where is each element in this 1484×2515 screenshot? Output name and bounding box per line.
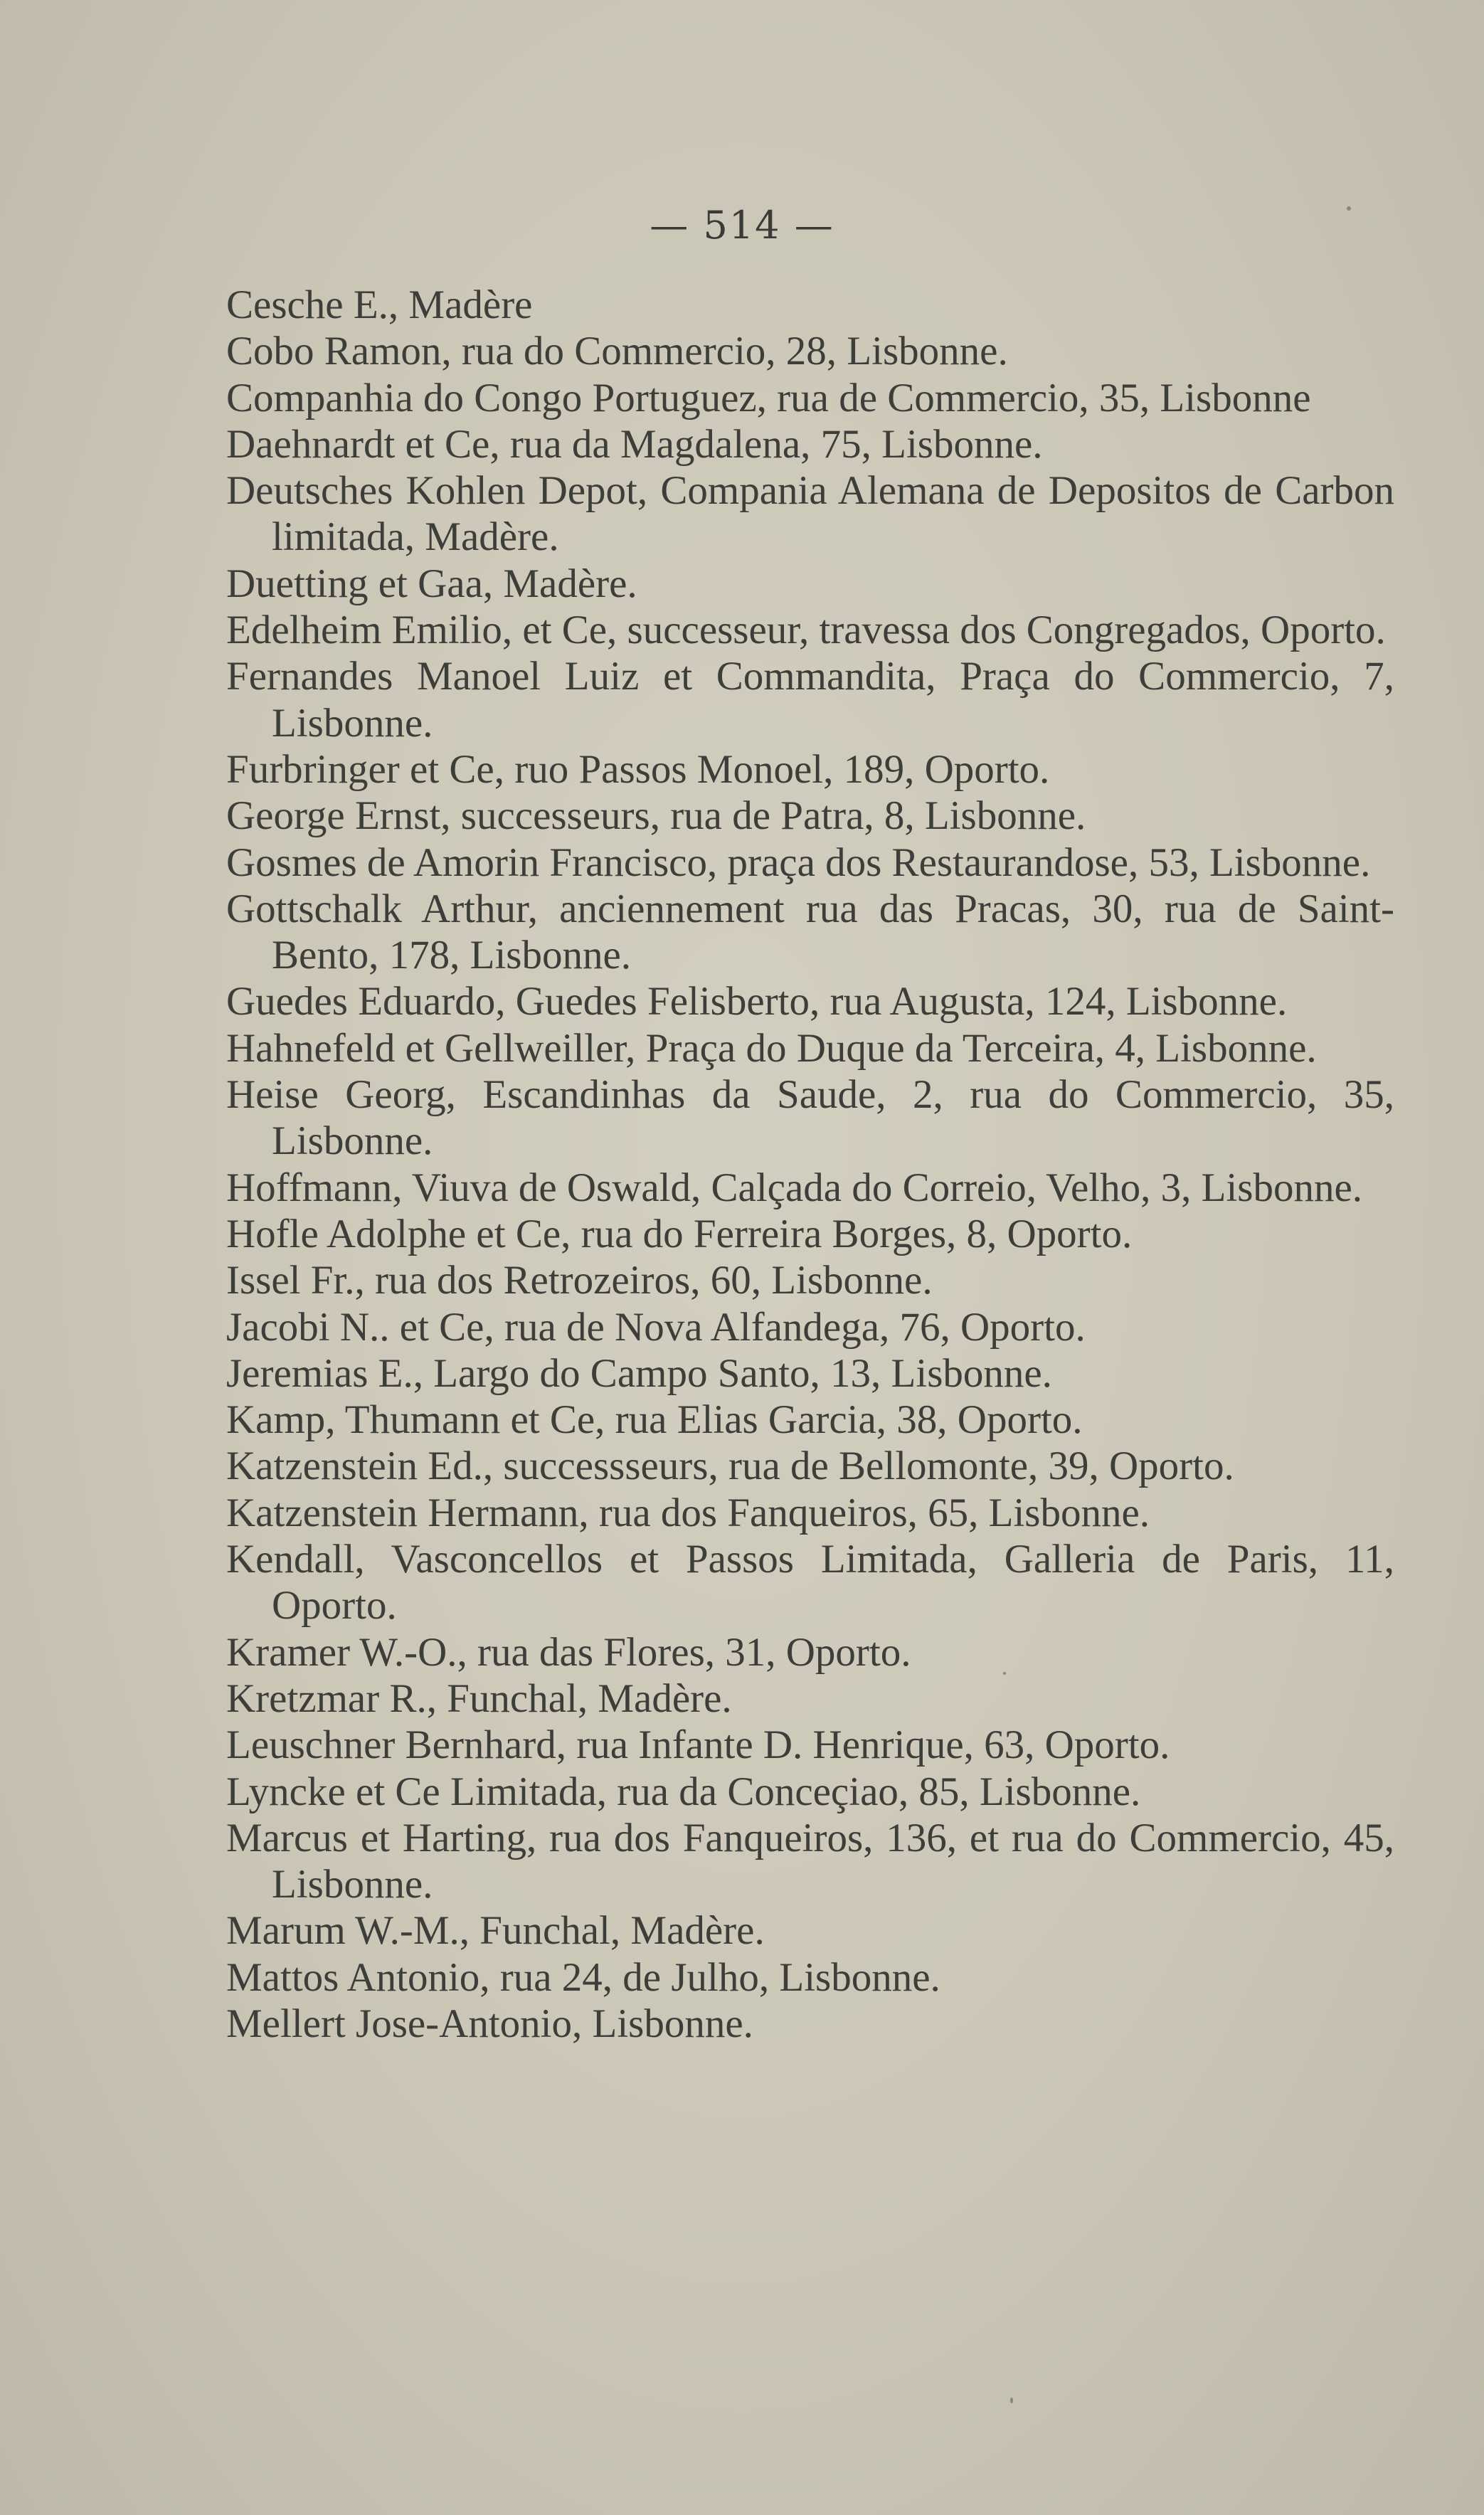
directory-entry: George Ernst, successeurs, rua de Patra, 8, Lisbonne. (226, 793, 1086, 839)
directory-entry: Duetting et Gaa, Madère. (226, 561, 637, 606)
directory-entry: Katzenstein Ed., successseurs, rua de Bellomonte, 39, Oporto. (226, 1444, 1234, 1489)
directory-entry: Gosmes de Amorin Francisco, praça dos Restaurandose, 53, Lisbonne. (226, 840, 1371, 885)
directory-entry: Marum W.-M., Funchal, Madère. (226, 1908, 765, 1954)
directory-entry: Issel Fr., rua dos Retrozeiros, 60, Lisbonne. (226, 1258, 933, 1303)
directory-entry: Cesche E., Madère (226, 282, 533, 327)
directory-entry: Edelheim Emilio, et Ce, successeur, travessa dos Congregados, Oporto. (226, 608, 1386, 653)
directory-entry: Furbringer et Ce, ruo Passos Monoel, 189, Oporto. (226, 746, 1050, 792)
directory-entry: Leuschner Bernhard, rua Infante D. Henrique, 63, Oporto. (226, 1722, 1170, 1768)
directory-entry: Guedes Eduardo, Guedes Felisberto, rua Augusta, 124, Lisbonne. (226, 979, 1288, 1024)
directory-entry: Kamp, Thumann et Ce, rua Elias Garcia, 38, Oporto. (226, 1397, 1083, 1443)
directory-entry: Hofle Adolphe et Ce, rua do Ferreira Borges, 8, Oporto. (226, 1211, 1133, 1256)
directory-entry: Hahnefeld et Gellweiller, Praça do Duque da Terceira, 4, Lisbonne. (226, 1025, 1317, 1071)
directory-entry: Kramer W.-O., rua das Flores, 31, Oporto. (226, 1629, 911, 1675)
directory-entry: Gottschalk Arthur, anciennement rua das Pracas, 30, rua de Saint-Bento, 178, Lisbonne. (226, 886, 1394, 978)
directory-entry: Hoffmann, Viuva de Oswald, Calçada do Correio, Velho, 3, Lisbonne. (226, 1165, 1363, 1210)
directory-entry: Jeremias E., Largo do Campo Santo, 13, Lisbonne. (226, 1350, 1052, 1396)
directory-entry: Kretzmar R., Funchal, Madère. (226, 1675, 732, 1721)
directory-entry: Fernandes Manoel Luiz et Commandita, Praça do Commercio, 7, Lisbonne. (226, 654, 1394, 746)
directory-entry: Deutsches Kohlen Depot, Compania Alemana de Depositos de Carbon limitada, Madère. (226, 468, 1394, 560)
directory-entry: Mellert Jose-Antonio, Lisbonne. (226, 2001, 753, 2046)
directory-entry: Heise Georg, Escandinhas da Saude, 2, rua do Commercio, 35, Lisbonne. (226, 1072, 1394, 1164)
ink-speck (1010, 2398, 1013, 2403)
directory-entry: Katzenstein Hermann, rua dos Fanqueiros, 65, Lisbonne. (226, 1490, 1150, 1535)
directory-entry: Companhia do Congo Portuguez, rua de Commercio, 35, Lisbonne (226, 375, 1311, 420)
directory-entry: Lyncke et Ce Limitada, rua da Conceçiao, 85, Lisbonne. (226, 1769, 1141, 1814)
directory-entry: Cobo Ramon, rua do Commercio, 28, Lisbonne. (226, 329, 1008, 374)
directory-entry: Marcus et Harting, rua dos Fanqueiros, 136, et rua do Commercio, 45, Lisbonne. (226, 1815, 1394, 1907)
directory-entry: Jacobi N.. et Ce, rua de Nova Alfandega, 76, Oporto. (226, 1304, 1086, 1350)
directory-entry: Kendall, Vasconcellos et Passos Limitada, Galleria de Paris, 11, Oporto. (226, 1537, 1394, 1629)
directory-list (226, 282, 1394, 2047)
directory-entry: Mattos Antonio, rua 24, de Julho, Lisbonne. (226, 1954, 940, 2000)
page-number: — 514 — (650, 203, 834, 248)
directory-entry: Daehnardt et Ce, rua da Magdalena, 75, Lisbonne. (226, 421, 1043, 467)
